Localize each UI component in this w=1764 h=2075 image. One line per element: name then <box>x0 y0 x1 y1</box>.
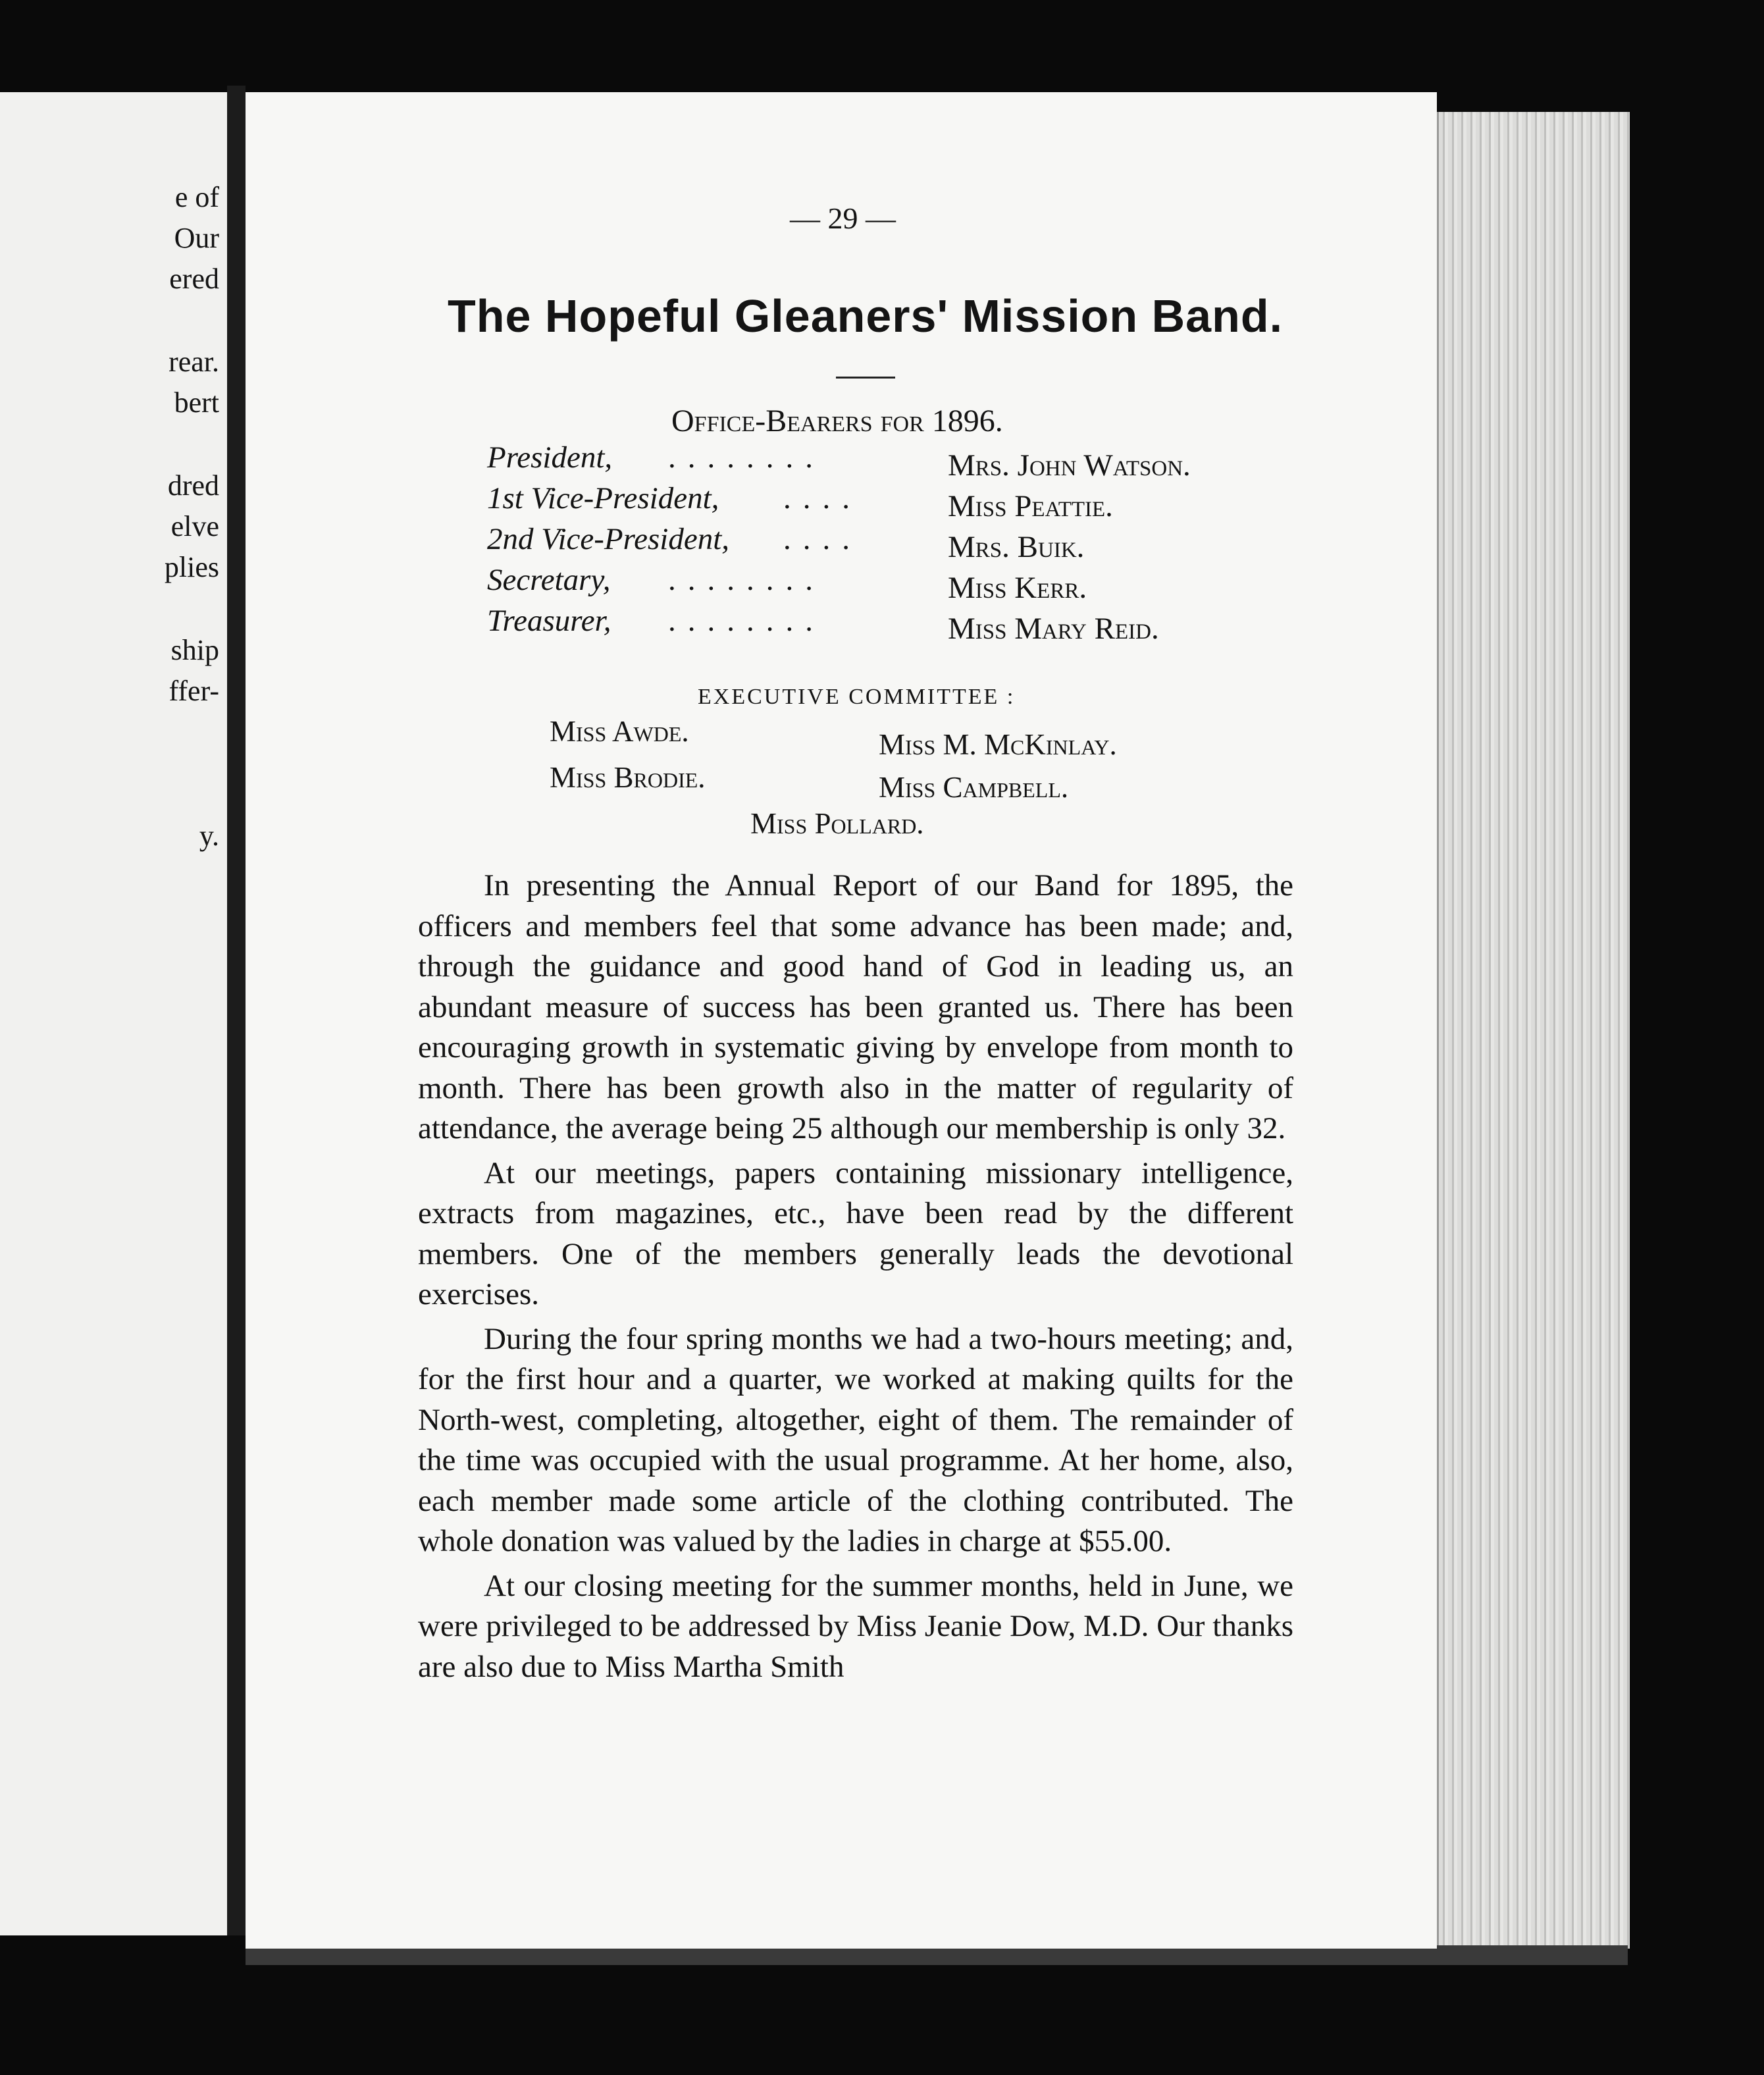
paragraph: During the four spring months we had a two-hours meeting; and, for the first hour and a quarter, we worked at making quilts for the North-west, completing, altogether, eight of them. The remainder of the time was occupied with the usual programme. At her home, also, each member made some article of the clothing contributed. The whole donation was valued by the ladies in charge at $55.00. <box>418 1321 1293 1558</box>
committee-member: Miss Campbell. <box>879 771 1069 804</box>
leader-dots: ........ <box>668 440 825 475</box>
executive-committee-heading: EXECUTIVE COMMITTEE : <box>698 685 1016 709</box>
left-page <box>0 92 227 1935</box>
leader-dots: .... <box>783 522 862 556</box>
officer-role: Secretary, <box>487 563 611 597</box>
left-page-fragment: Our <box>174 222 219 254</box>
officer-role: President, <box>487 440 613 475</box>
officer-name: Miss Kerr. <box>948 571 1087 605</box>
page-title: The Hopeful Gleaners' Mission Band. <box>448 290 1284 342</box>
officer-role: 2nd Vice-President, <box>487 522 730 556</box>
officer-name: Mrs. Buik. <box>948 530 1085 564</box>
left-page-fragment: bert <box>174 386 219 419</box>
left-page-fragment: y. <box>199 820 219 852</box>
left-page-fragment: elve <box>170 510 219 542</box>
leader-dots: ........ <box>668 604 825 638</box>
committee-member: Miss Pollard. <box>750 807 924 840</box>
officer-name: Miss Mary Reid. <box>948 612 1159 646</box>
officer-role: 1st Vice-President, <box>487 481 719 515</box>
left-page-fragment: dred <box>167 469 219 502</box>
office-bearers-heading: Office-Bearers for 1896. <box>671 404 1003 438</box>
officer-name: Miss Peattie. <box>948 489 1113 523</box>
leader-dots: .... <box>783 481 862 515</box>
officer-role: Treasurer, <box>487 604 611 638</box>
left-page-fragment: ffer- <box>169 675 219 707</box>
committee-member: Miss Brodie. <box>550 761 706 794</box>
book-spine-gutter <box>227 86 246 1935</box>
report-body <box>418 866 1293 1691</box>
left-page-fragment: rear. <box>169 346 219 378</box>
title-rule <box>836 377 895 379</box>
page-number: — 29 — <box>790 201 896 235</box>
paragraph: In presenting the Annual Report of our Band for 1895, the officers and members feel that some advance has been made; and, through the guidance and good hand of God in leading us, an abundant measure of success has been granted us. There has been encouraging growth in systematic giving by envelope from month to month. There has been growth also in the matter of regularity of attendance, the average being 25 although our membership is only 32. <box>418 868 1293 1145</box>
leader-dots: ........ <box>668 563 825 597</box>
left-page-fragment: ered <box>169 263 219 295</box>
page-edges <box>1437 112 1630 1949</box>
left-page-fragment: ship <box>170 634 219 666</box>
committee-member: Miss Awde. <box>550 715 689 748</box>
paragraph: At our meetings, papers containing missionary intelligence, extracts from magazines, etc., have been read by the different members. One of the members generally leads the devotional exercises. <box>418 1155 1293 1311</box>
left-page-fragment: e of <box>174 181 219 213</box>
paragraph: At our closing meeting for the summer months, held in June, we were privileged to be addressed by Miss Jeanie Dow, M.D. Our thanks are also due to Miss Martha Smith <box>418 1568 1293 1684</box>
left-page-fragment: plies <box>164 551 219 583</box>
committee-member: Miss M. McKinlay. <box>879 728 1117 761</box>
officer-name: Mrs. John Watson. <box>948 448 1191 483</box>
